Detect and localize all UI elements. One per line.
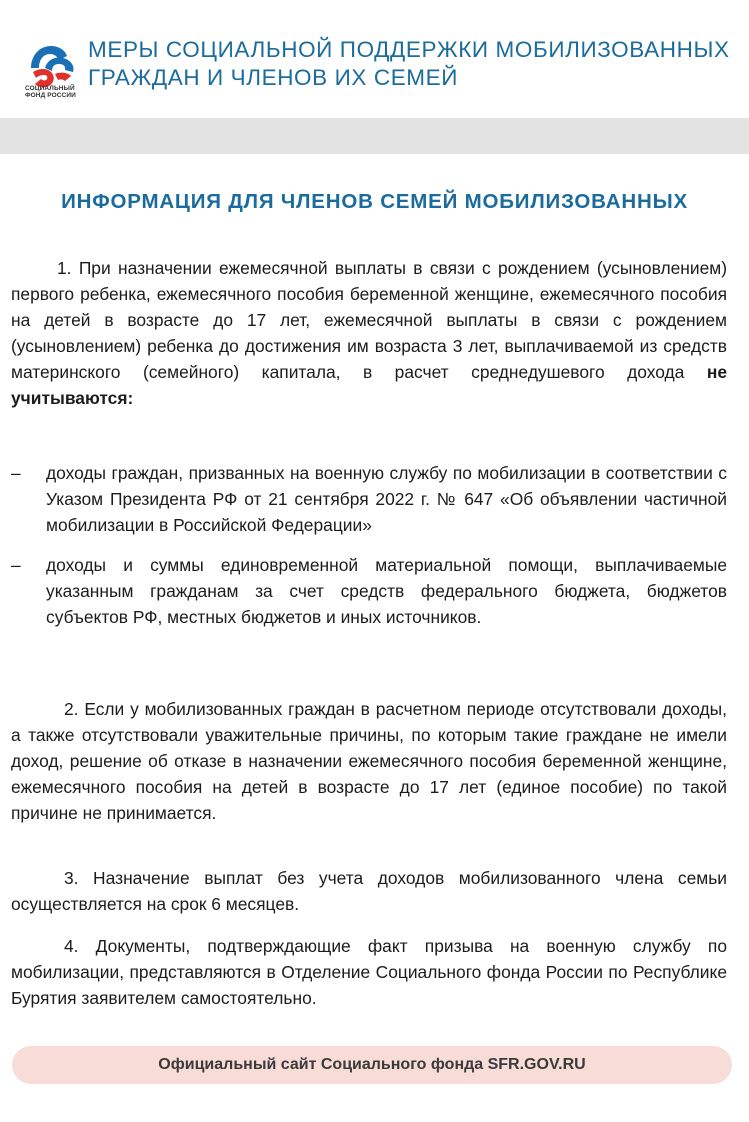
bullet-text: доходы и суммы единовременной материальной помощи, выплачиваемые указанным гражданам за счет средств федерального бюджета, бюджетов субъектов РФ, местных бюджетов и иных источников. (46, 555, 727, 627)
bullet-list (11, 460, 727, 630)
paragraph-1-bold: не учитываются: (11, 362, 727, 408)
header-title-line1: МЕРЫ СОЦИАЛЬНОЙ ПОДДЕРЖКИ МОБИЛИЗОВАННЫХ (88, 37, 730, 62)
logo-caption-line1: СОЦИАЛЬНЫЙ (25, 85, 75, 92)
list-item (11, 460, 727, 538)
header-title (88, 36, 738, 92)
list-item (11, 552, 727, 630)
paragraph-1 (11, 255, 727, 411)
bullet-text: доходы граждан, призванных на военную службу по мобилизации в соответствии с Указом Президента РФ от 21 сентября 2022 г. № 647 «Об объявлении частичной мобилизации в Российской Федерации» (46, 463, 727, 535)
paragraph-1-text: 1. При назначении ежемесячной выплаты в связи с рождением (усыновлением) первого ребенка, ежемесячного пособия беременной женщине, ежемесячного пособия на детей в возрасте до 17 лет, ежемесячной выплаты в связи с рождением (усыновлением) ребенка до достижения им возраста 3 лет, выплачиваемой из средств материнского (семейного) капитала, в расчет среднедушевого дохода (11, 258, 727, 382)
paragraph-2: 2. Если у мобилизованных граждан в расчетном периоде отсутствовали доходы, а также отсутствовали уважительные причины, по которым такие граждане не имели доход, решение об отказе в назначении ежемесячного пособия беременной женщине, ежемесячного пособия на детей в возрасте до 17 лет (единое пособие) по такой причине не принимается. (11, 699, 727, 823)
footer-website-banner[interactable]: Официальный сайт Социального фонда SFR.GOV.RU (12, 1046, 732, 1084)
bullet-dash: – (11, 463, 21, 483)
page-header (0, 0, 749, 118)
paragraph-4: 4. Документы, подтверждающие факт призыва на военную службу по мобилизации, представляются в Отделение Социального фонда России по Республике Бурятия заявителем самостоятельно. (11, 936, 727, 1008)
header-title-line2: ГРАЖДАН И ЧЛЕНОВ ИХ СЕМЕЙ (88, 65, 459, 90)
logo-caption-line2: ФОНД РОССИИ (25, 92, 76, 99)
bullet-dash: – (11, 555, 21, 575)
logo-caption (25, 85, 85, 99)
paragraph-3: 3. Назначение выплат без учета доходов мобилизованного члена семьи осуществляется на срок 6 месяцев. (11, 868, 727, 914)
section-title: ИНФОРМАЦИЯ ДЛЯ ЧЛЕНОВ СЕМЕЙ МОБИЛИЗОВАННЫХ (61, 190, 688, 213)
gray-divider-band (0, 118, 749, 154)
